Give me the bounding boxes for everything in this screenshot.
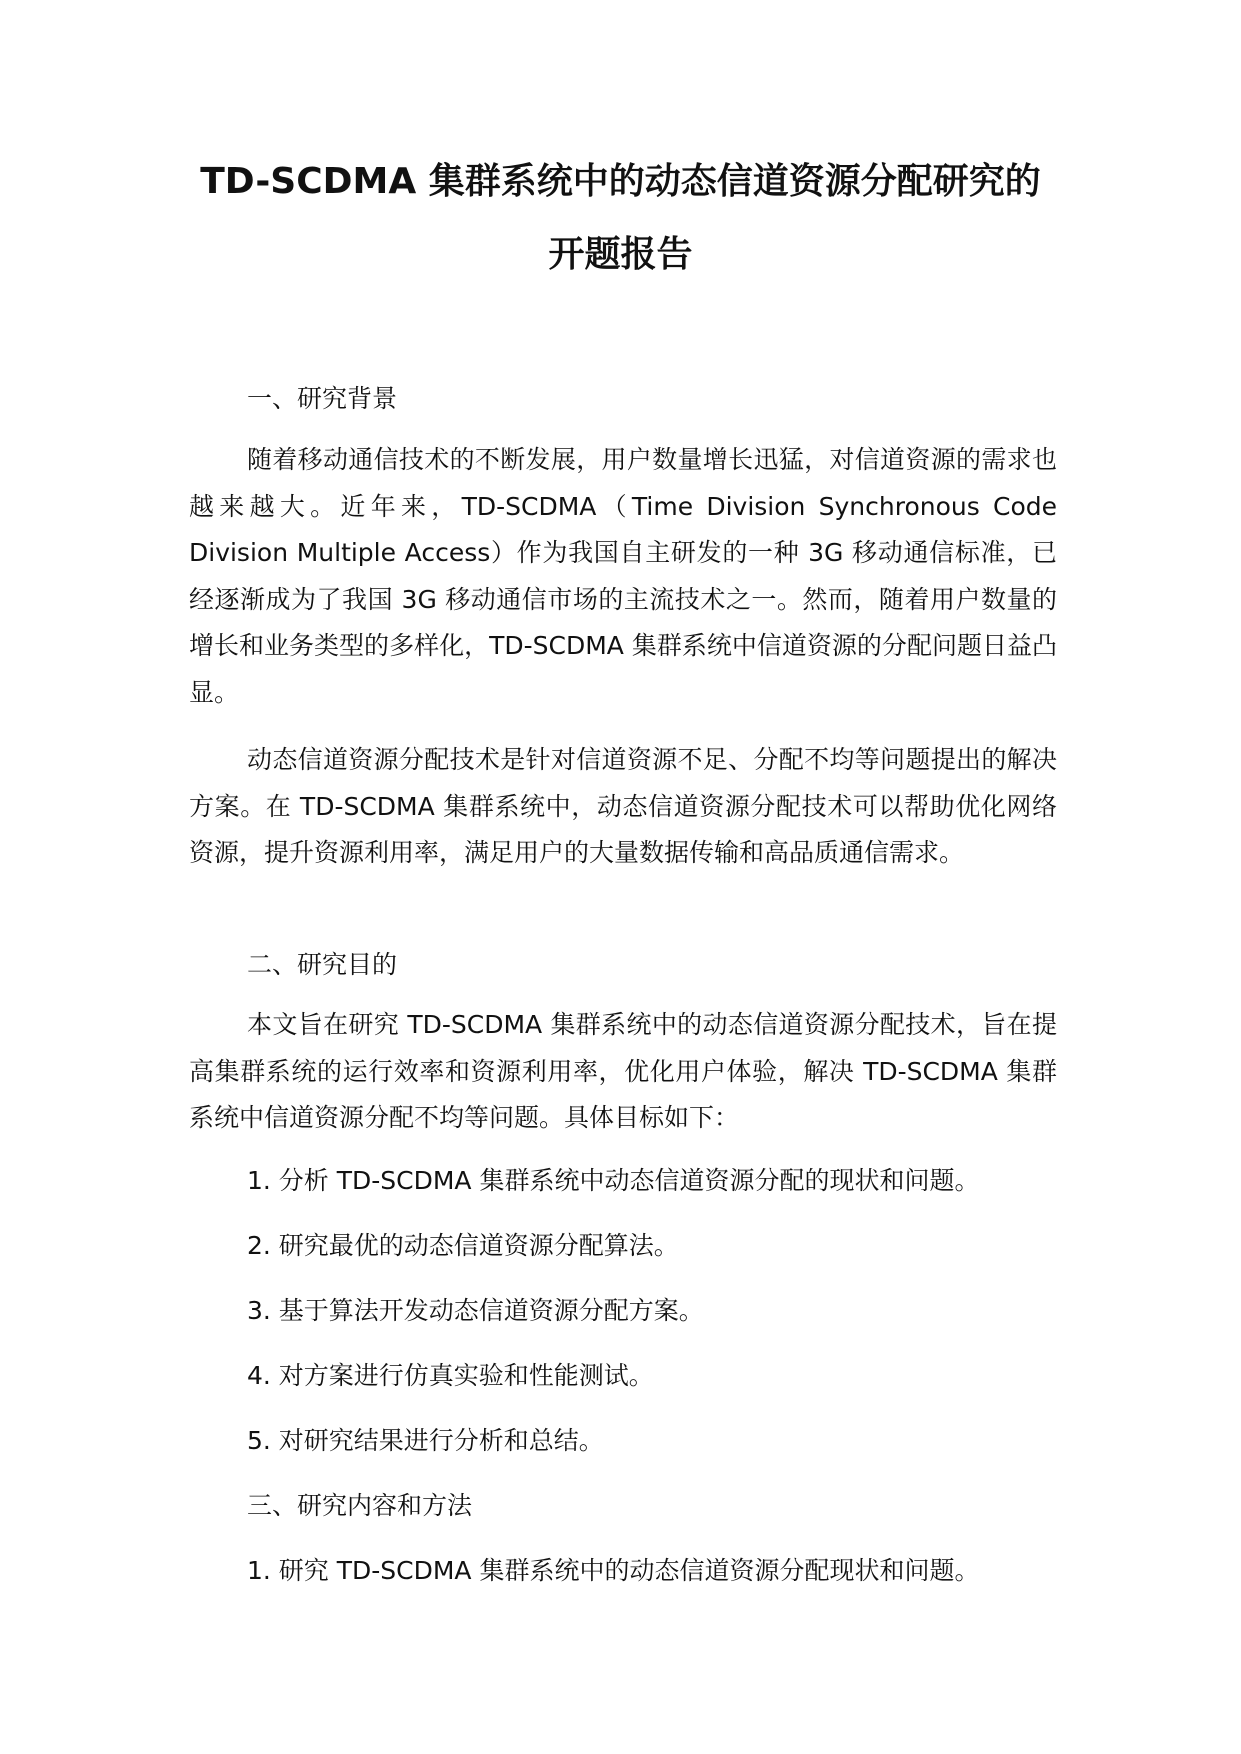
paragraph-background-2: 动态信道资源分配技术是针对信道资源不足、分配不均等问题提出的解决方案。在 TD-SCDMA 集群系统中，动态信道资源分配技术可以帮助优化网络资源，提升资源利用率，满足用户的大量数据传输和高品质通信需求。: [189, 745, 1057, 867]
purpose-list-item-3: 3. 基于算法开发动态信道资源分配方案。: [247, 1296, 704, 1325]
paragraph-background-1: 随着移动通信技术的不断发展，用户数量增长迅猛，对信道资源的需求也越来越大。近年来，TD-SCDMA（Time Division Synchronous Code Division Multiple Access）作为我国自主研发的一种 3G 移动通信标准，已经逐渐成为了我国 3G 移动通信市场的主流技术之一。然而，随着用户数量的增长和业务类型的多样化，TD-SCDMA 集群系统中信道资源的分配问题日益凸显。: [189, 445, 1057, 707]
purpose-list-item-1: 1. 分析 TD-SCDMA 集群系统中动态信道资源分配的现状和问题。: [247, 1166, 980, 1195]
document-title-line1: TD-SCDMA 集群系统中的动态信道资源分配研究的: [200, 161, 1041, 202]
section-heading-background: 一、研究背景: [247, 384, 398, 413]
paragraph-purpose: 本文旨在研究 TD-SCDMA 集群系统中的动态信道资源分配技术，旨在提高集群系统的运行效率和资源利用率，优化用户体验，解决 TD-SCDMA 集群系统中信道资源分配不均等问题。具体目标如下：: [189, 1010, 1057, 1132]
purpose-list-item-4: 4. 对方案进行仿真实验和性能测试。: [247, 1361, 654, 1390]
purpose-list-item-5: 5. 对研究结果进行分析和总结。: [247, 1426, 604, 1455]
content-list-item-1: 1. 研究 TD-SCDMA 集群系统中的动态信道资源分配现状和问题。: [247, 1556, 980, 1585]
section-heading-purpose: 二、研究目的: [247, 950, 398, 979]
section-heading-content-methods: 三、研究内容和方法: [247, 1491, 473, 1520]
document-title-line2: 开题报告: [548, 234, 693, 275]
purpose-list-item-2: 2. 研究最优的动态信道资源分配算法。: [247, 1231, 679, 1260]
